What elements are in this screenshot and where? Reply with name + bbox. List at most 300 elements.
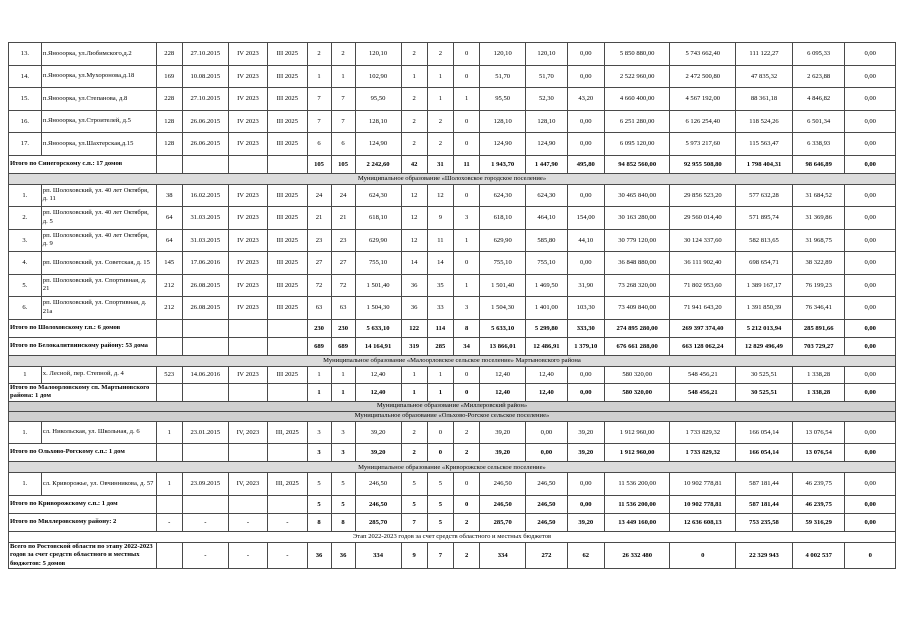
table-cell: 1. — [9, 473, 42, 496]
table-cell: 52,30 — [526, 88, 568, 111]
table-cell: 1 733 829,32 — [670, 421, 736, 444]
table-cell: 580 320,00 — [604, 383, 670, 401]
table-cell: 12 — [401, 184, 427, 207]
table-cell: 1 391 850,39 — [736, 297, 793, 320]
table-cell: IV 2023 — [228, 43, 267, 66]
table-cell: 2 — [427, 133, 453, 156]
table-cell: IV 2023 — [228, 133, 267, 156]
table-cell: 95,50 — [480, 88, 526, 111]
table-cell: 39,20 — [567, 444, 604, 462]
table-cell: 5 743 662,40 — [670, 43, 736, 66]
table-cell: 0,00 — [845, 110, 896, 133]
table-cell: 6 501,34 — [792, 110, 844, 133]
table-cell: 629,90 — [355, 229, 401, 252]
table-cell: 0 — [427, 421, 453, 444]
table-cell: 1 447,90 — [526, 155, 568, 173]
table-cell: 21 — [307, 207, 331, 230]
total-row — [9, 337, 896, 355]
table-cell: 689 — [307, 337, 331, 355]
table-cell: 0,00 — [567, 184, 604, 207]
table-cell: 6 126 254,40 — [670, 110, 736, 133]
table-cell: 246,50 — [480, 495, 526, 513]
table-cell: 122 — [401, 319, 427, 337]
table-cell: 0,00 — [845, 319, 896, 337]
section-header-row — [9, 462, 896, 473]
table-cell: IV, 2023 — [228, 473, 267, 496]
table-cell: 111 122,27 — [736, 43, 793, 66]
table-cell: 571 895,74 — [736, 207, 793, 230]
table-cell: III 2025 — [268, 366, 307, 383]
table-cell: 755,10 — [480, 252, 526, 275]
table-cell: 31,90 — [567, 274, 604, 297]
table-cell: 1 — [331, 383, 355, 401]
table-cell: 1 501,40 — [355, 274, 401, 297]
table-cell: 51,70 — [526, 65, 568, 88]
table-cell: 12 — [427, 184, 453, 207]
table-cell: 1 — [156, 421, 182, 444]
table-row — [9, 88, 896, 111]
table-cell: 46 239,75 — [792, 473, 844, 496]
table-cell: 1 — [401, 383, 427, 401]
table-cell: 98 646,89 — [792, 155, 844, 173]
section-title: Муниципальное образование «Малоорловское сельское поселение» Мартыновского района — [9, 355, 896, 366]
table-row — [9, 184, 896, 207]
table-cell: 24 — [331, 184, 355, 207]
table-cell: 39,20 — [355, 421, 401, 444]
total-label: Итого по Синегорскому с.п.: 17 домов — [9, 155, 157, 173]
table-cell: 0,00 — [567, 110, 604, 133]
section-title: Муниципальное образование «Ольхово-Рогское сельское поселение» — [9, 411, 896, 421]
total-label: Итого по Малоорловскому сп. Мартыновского района: 1 дом — [9, 383, 157, 401]
table-cell: 246,50 — [526, 495, 568, 513]
table-cell: 5 — [401, 473, 427, 496]
table-cell: 27.10.2015 — [182, 88, 228, 111]
total-label: Итого по Миллеровскому району: 2 — [9, 513, 157, 531]
table-cell: 2 — [427, 110, 453, 133]
table-cell: 62 — [567, 542, 604, 569]
table-cell: 285 — [427, 337, 453, 355]
table-cell: 14 — [427, 252, 453, 275]
table-cell: 1 — [331, 65, 355, 88]
table-cell: 36 — [401, 274, 427, 297]
table-cell: 6. — [9, 297, 42, 320]
table-cell: 26.06.2015 — [182, 110, 228, 133]
table-cell: 0,00 — [567, 495, 604, 513]
table-cell: 12 636 608,13 — [670, 513, 736, 531]
table-cell: 0,00 — [845, 88, 896, 111]
table-cell: 5 299,80 — [526, 319, 568, 337]
table-cell: 7 — [307, 88, 331, 111]
table-cell: 753 235,58 — [736, 513, 793, 531]
table-cell: 523 — [156, 366, 182, 383]
table-cell — [182, 155, 228, 173]
table-cell: 169 — [156, 65, 182, 88]
table-cell: IV 2023 — [228, 366, 267, 383]
table-cell — [268, 383, 307, 401]
table-cell: 2 623,88 — [792, 65, 844, 88]
table-cell: 31.03.2015 — [182, 229, 228, 252]
address-cell: рп. Шолоховский, ул. Советская, д. 15 — [41, 252, 156, 275]
table-cell: 624,30 — [480, 184, 526, 207]
table-cell: 0 — [453, 184, 479, 207]
table-cell: 10 902 778,81 — [670, 473, 736, 496]
table-cell: 128,10 — [526, 110, 568, 133]
table-cell: IV 2023 — [228, 184, 267, 207]
total-row — [9, 444, 896, 462]
table-cell: 0,00 — [845, 184, 896, 207]
table-cell: 51,70 — [480, 65, 526, 88]
table-cell: 1 379,10 — [567, 337, 604, 355]
table-cell: 212 — [156, 274, 182, 297]
table-cell: III 2025 — [268, 297, 307, 320]
table-cell: 5. — [9, 274, 42, 297]
table-cell: 1 504,30 — [355, 297, 401, 320]
table-row — [9, 229, 896, 252]
table-cell: 27 — [307, 252, 331, 275]
table-cell: 13 449 160,00 — [604, 513, 670, 531]
table-cell: 2 — [401, 444, 427, 462]
table-cell: 44,10 — [567, 229, 604, 252]
table-cell: 0,00 — [845, 473, 896, 496]
table-cell: 587 181,44 — [736, 473, 793, 496]
table-cell: 548 456,21 — [670, 366, 736, 383]
table-cell: 0,00 — [845, 513, 896, 531]
table-cell: IV 2023 — [228, 274, 267, 297]
table-cell: 4. — [9, 252, 42, 275]
table-cell: 0,00 — [845, 133, 896, 156]
table-cell: 5 850 880,00 — [604, 43, 670, 66]
table-cell — [182, 444, 228, 462]
table-row — [9, 43, 896, 66]
table-row — [9, 110, 896, 133]
table-cell: 269 397 374,40 — [670, 319, 736, 337]
table-cell: 577 632,28 — [736, 184, 793, 207]
table-cell: 0,00 — [845, 65, 896, 88]
table-cell: 30 525,51 — [736, 383, 793, 401]
table-cell: 34 — [453, 337, 479, 355]
section-title: Муниципальное образование «Криворожское сельское поселение» — [9, 462, 896, 473]
table-cell: 230 — [307, 319, 331, 337]
table-cell: 5 633,10 — [480, 319, 526, 337]
table-cell: 0,00 — [845, 421, 896, 444]
table-cell: 6 095,33 — [792, 43, 844, 66]
table-cell: IV 2023 — [228, 252, 267, 275]
table-cell: 12,40 — [355, 383, 401, 401]
table-row — [9, 274, 896, 297]
table-cell: 0,00 — [845, 155, 896, 173]
address-cell: рп. Шолоховский, ул. 40 лет Октября, д. 9 — [41, 229, 156, 252]
table-cell: 1 — [427, 65, 453, 88]
table-cell: 0 — [453, 43, 479, 66]
table-cell: 30 124 337,60 — [670, 229, 736, 252]
table-cell: 71 802 953,60 — [670, 274, 736, 297]
table-cell: 128,10 — [355, 110, 401, 133]
table-cell: III 2025 — [268, 110, 307, 133]
table-cell: 120,10 — [526, 43, 568, 66]
table-cell: 5 — [331, 495, 355, 513]
table-cell: 3 — [453, 297, 479, 320]
total-label: Итого по Криворожскому с.п.: 1 дом — [9, 495, 157, 513]
table-cell: 114 — [427, 319, 453, 337]
table-cell — [156, 337, 182, 355]
table-cell: 0 — [427, 444, 453, 462]
table-cell: 63 — [331, 297, 355, 320]
table-cell: 38 322,89 — [792, 252, 844, 275]
table-cell: 2 242,60 — [355, 155, 401, 173]
table-cell: 8 — [453, 319, 479, 337]
table-cell: 7 — [331, 88, 355, 111]
table-cell: 1 912 960,00 — [604, 421, 670, 444]
table-cell: 1 — [427, 366, 453, 383]
table-cell: III 2025 — [268, 229, 307, 252]
table-cell: 1. — [9, 421, 42, 444]
total-row — [9, 495, 896, 513]
table-cell: 5 — [427, 513, 453, 531]
table-cell: 0,00 — [845, 274, 896, 297]
table-cell: 15. — [9, 88, 42, 111]
table-cell: 10 902 778,81 — [670, 495, 736, 513]
table-cell: 14 164,91 — [355, 337, 401, 355]
table-cell: III, 2025 — [268, 421, 307, 444]
table-cell: 7 — [427, 542, 453, 569]
table-cell: 27 — [331, 252, 355, 275]
table-cell: 76 346,41 — [792, 297, 844, 320]
table-cell: 11 — [427, 229, 453, 252]
table-cell: 43,20 — [567, 88, 604, 111]
table-cell: 0,00 — [526, 421, 568, 444]
table-cell: 3 — [331, 421, 355, 444]
table-cell: 285,70 — [355, 513, 401, 531]
table-cell: 16. — [9, 110, 42, 133]
table-cell: 29 856 523,20 — [670, 184, 736, 207]
table-cell: 166 054,14 — [736, 444, 793, 462]
table-cell: 10.08.2015 — [182, 65, 228, 88]
table-cell: 36 111 902,40 — [670, 252, 736, 275]
table-cell: 39,20 — [567, 421, 604, 444]
table-cell: 23.01.2015 — [182, 421, 228, 444]
table-cell: 124,90 — [355, 133, 401, 156]
table-cell — [182, 337, 228, 355]
table-cell: 71 941 643,20 — [670, 297, 736, 320]
table-cell: 39,20 — [480, 444, 526, 462]
table-cell: 26.08.2015 — [182, 274, 228, 297]
table-cell: 2 — [453, 542, 479, 569]
table-cell: 30 465 840,00 — [604, 184, 670, 207]
table-cell: 1 469,50 — [526, 274, 568, 297]
total-row — [9, 319, 896, 337]
table-cell: 26.08.2015 — [182, 297, 228, 320]
table-body — [9, 43, 896, 569]
address-cell: х. Лесной, пер. Степной, д. 4 — [41, 366, 156, 383]
table-cell: 0,00 — [845, 366, 896, 383]
table-cell: 0,00 — [845, 207, 896, 230]
table-cell: 21 — [331, 207, 355, 230]
table-cell: 39,20 — [480, 421, 526, 444]
table-cell: 0,00 — [845, 383, 896, 401]
table-cell: 246,50 — [355, 495, 401, 513]
table-cell: 88 361,18 — [736, 88, 793, 111]
table-row — [9, 65, 896, 88]
table-cell: IV 2023 — [228, 297, 267, 320]
table-cell — [156, 383, 182, 401]
table-cell: 2 — [453, 444, 479, 462]
table-cell — [268, 155, 307, 173]
address-cell: п.Янооорка, ул.Мухоронова,д.18 — [41, 65, 156, 88]
table-cell: 1 733 829,32 — [670, 444, 736, 462]
table-cell: 36 848 880,00 — [604, 252, 670, 275]
table-cell: 3 — [307, 421, 331, 444]
table-cell: 72 — [331, 274, 355, 297]
table-cell: 1 401,00 — [526, 297, 568, 320]
table-cell: 2 522 960,00 — [604, 65, 670, 88]
table-cell: 246,50 — [526, 473, 568, 496]
table-cell: 42 — [401, 155, 427, 173]
table-cell: 4 846,82 — [792, 88, 844, 111]
table-cell: - — [228, 513, 267, 531]
table-cell: 1 943,70 — [480, 155, 526, 173]
table-cell: 0,00 — [567, 133, 604, 156]
table-cell: 676 661 288,00 — [604, 337, 670, 355]
table-cell — [228, 444, 267, 462]
table-cell: 31 684,52 — [792, 184, 844, 207]
table-cell: 0 — [453, 495, 479, 513]
table-cell: 7 — [307, 110, 331, 133]
table-cell: 105 — [307, 155, 331, 173]
table-cell: 95,50 — [355, 88, 401, 111]
table-cell: 33 — [427, 297, 453, 320]
table-cell — [268, 319, 307, 337]
table-cell: III 2025 — [268, 88, 307, 111]
table-cell: 0,00 — [567, 473, 604, 496]
table-cell: 246,50 — [355, 473, 401, 496]
table-cell: 0 — [453, 383, 479, 401]
table-cell: 27.10.2015 — [182, 43, 228, 66]
table-cell: 0 — [453, 110, 479, 133]
table-cell: 246,50 — [480, 473, 526, 496]
table-cell: 9 — [427, 207, 453, 230]
table-cell: 92 955 508,80 — [670, 155, 736, 173]
table-cell: 495,80 — [567, 155, 604, 173]
table-cell: 464,10 — [526, 207, 568, 230]
table-cell: 94 852 560,00 — [604, 155, 670, 173]
table-cell: IV, 2023 — [228, 421, 267, 444]
table-cell: 2. — [9, 207, 42, 230]
table-cell: 115 563,47 — [736, 133, 793, 156]
table-cell: 1 — [453, 88, 479, 111]
table-cell: 2 — [401, 43, 427, 66]
table-cell: 38 — [156, 184, 182, 207]
table-cell: 5 — [331, 473, 355, 496]
table-cell: 2 472 500,80 — [670, 65, 736, 88]
table-cell: 1 — [331, 366, 355, 383]
table-cell: 0 — [453, 133, 479, 156]
address-cell: п.Янооорка, ул.Любимского,д.2 — [41, 43, 156, 66]
table-cell: 47 835,32 — [736, 65, 793, 88]
table-cell: 9 — [401, 542, 427, 569]
table-cell: 3 — [331, 444, 355, 462]
table-cell: 7 — [331, 110, 355, 133]
table-cell: - — [228, 542, 267, 569]
table-cell: 582 813,65 — [736, 229, 793, 252]
table-cell: 128,10 — [480, 110, 526, 133]
table-cell — [228, 155, 267, 173]
table-cell — [268, 495, 307, 513]
table-cell — [182, 495, 228, 513]
table-cell: 585,80 — [526, 229, 568, 252]
table-cell: - — [182, 513, 228, 531]
table-cell: 31 369,86 — [792, 207, 844, 230]
table-cell: 624,30 — [526, 184, 568, 207]
table-cell: 22 329 943 — [736, 542, 793, 569]
table-cell: 103,30 — [567, 297, 604, 320]
table-cell: III 2025 — [268, 43, 307, 66]
table-cell: 13. — [9, 43, 42, 66]
table-cell — [156, 542, 182, 569]
table-cell: 12,40 — [355, 366, 401, 383]
table-cell: 30 163 280,00 — [604, 207, 670, 230]
table-cell: 76 199,23 — [792, 274, 844, 297]
table-cell: 124,90 — [480, 133, 526, 156]
table-cell: 1 389 167,17 — [736, 274, 793, 297]
table-cell: 0,00 — [845, 252, 896, 275]
table-cell: 1 — [453, 274, 479, 297]
table-row — [9, 207, 896, 230]
table-cell: 12,40 — [480, 366, 526, 383]
table-cell: 0 — [453, 65, 479, 88]
table-cell: 11 — [453, 155, 479, 173]
table-row — [9, 133, 896, 156]
table-cell: 6 338,93 — [792, 133, 844, 156]
table-cell: 13 076,54 — [792, 421, 844, 444]
table-cell: 5 — [427, 495, 453, 513]
table-cell: 230 — [331, 319, 355, 337]
table-cell: 1 — [307, 366, 331, 383]
table-cell: 102,90 — [355, 65, 401, 88]
table-cell: 285 891,66 — [792, 319, 844, 337]
total-label: Итого по Ольхово-Рогскому с.п.: 1 дом — [9, 444, 157, 462]
table-cell: 0,00 — [567, 65, 604, 88]
table-cell: 0,00 — [845, 444, 896, 462]
table-cell: 31 — [427, 155, 453, 173]
table-cell: 36 — [331, 542, 355, 569]
table-cell: 0,00 — [845, 297, 896, 320]
table-cell: 23 — [307, 229, 331, 252]
table-cell: III 2025 — [268, 207, 307, 230]
table-cell: 12 — [401, 229, 427, 252]
table-cell: 5 — [427, 473, 453, 496]
table-cell: III 2025 — [268, 184, 307, 207]
table-cell: III 2025 — [268, 133, 307, 156]
table-cell: 7 — [401, 513, 427, 531]
table-cell: 580 320,00 — [604, 366, 670, 383]
table-cell: 12,40 — [526, 366, 568, 383]
total-row — [9, 383, 896, 401]
table-cell: 124,90 — [526, 133, 568, 156]
table-cell: 0,00 — [567, 252, 604, 275]
table-cell: 12,40 — [480, 383, 526, 401]
table-cell — [228, 383, 267, 401]
table-cell: 30 779 120,00 — [604, 229, 670, 252]
table-cell: 2 — [427, 43, 453, 66]
table-cell: 118 524,26 — [736, 110, 793, 133]
table-cell: 548 456,21 — [670, 383, 736, 401]
table-cell: 1 — [401, 366, 427, 383]
table-cell: 228 — [156, 43, 182, 66]
table-cell: 1 798 404,31 — [736, 155, 793, 173]
table-cell: 1. — [9, 184, 42, 207]
table-cell: 333,30 — [567, 319, 604, 337]
table-cell: 2 — [453, 421, 479, 444]
